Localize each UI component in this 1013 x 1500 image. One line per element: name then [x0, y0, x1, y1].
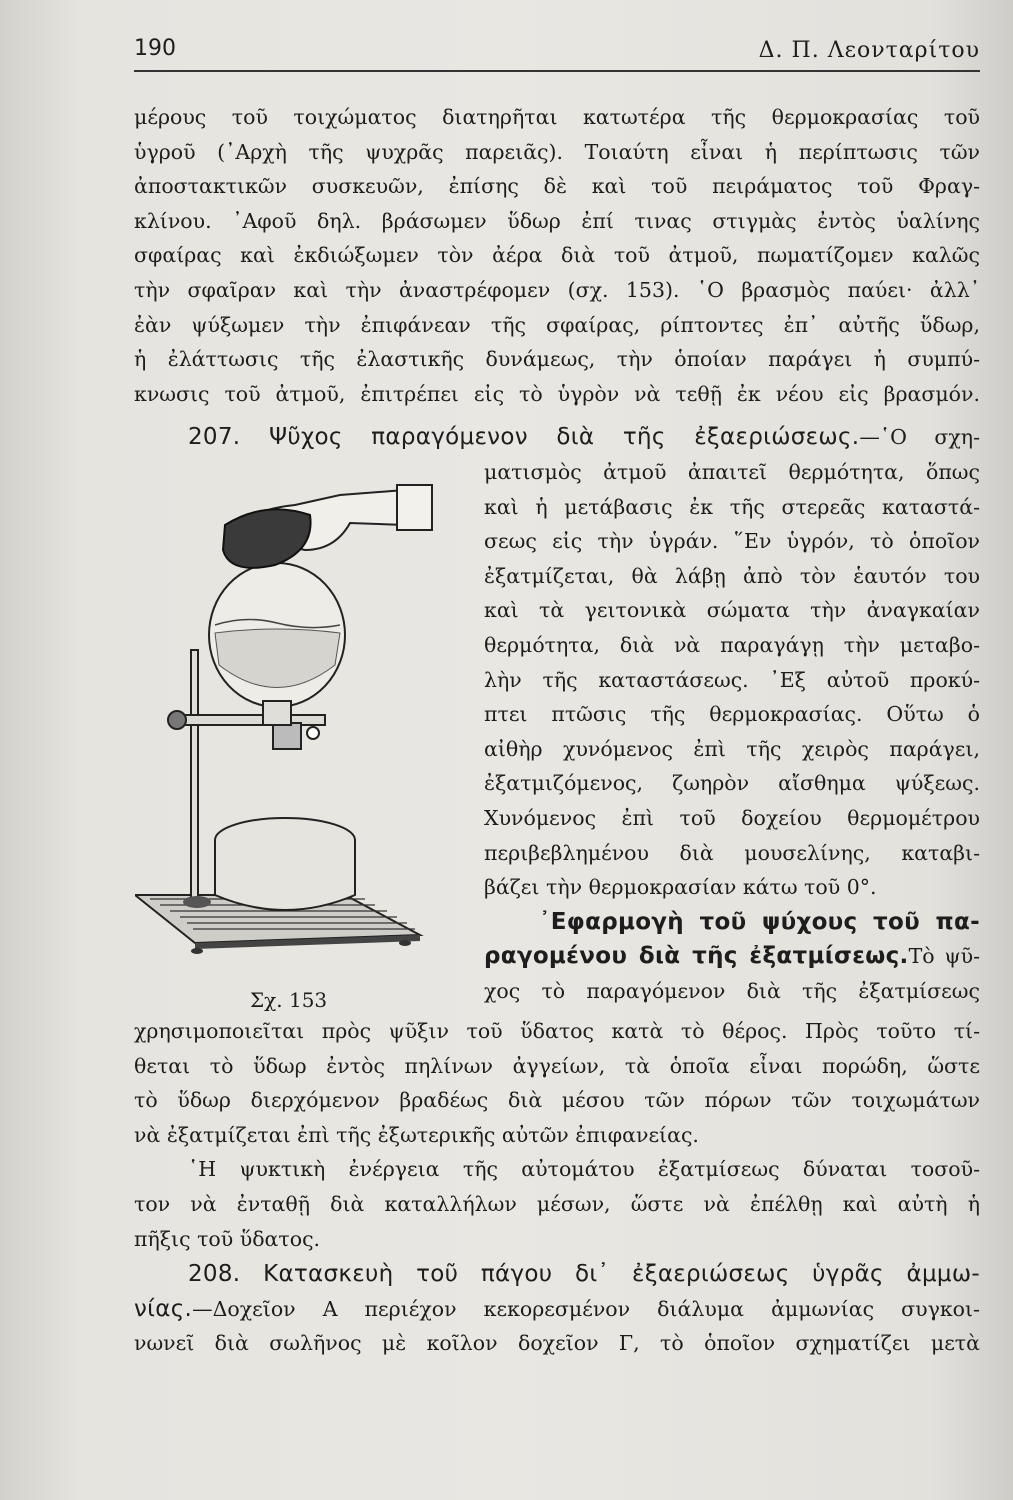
page-header	[134, 36, 980, 72]
text-line: Χυνόμενος ἐπὶ τοῦ δοχείου θερμομέτρου	[484, 805, 980, 830]
text-line: —Δοχεῖον Α περιέχον κεκορεσμένον διάλυμα ἀμμωνίας συγκοι-	[192, 1296, 980, 1321]
franklin-experiment-illustration	[135, 465, 465, 990]
text-line: περιβεβλημένου διὰ μουσελίνης, καταβι-	[484, 840, 980, 865]
text-line: ῾Η ψυκτικὴ ἐνέργεια τῆς αὐτομάτου ἐξατμίσεως δύναται τοσοῦ-	[188, 1157, 980, 1182]
side-column	[484, 455, 980, 1009]
text-line: ματισμὸς ἀτμοῦ ἀπαιτεῖ θερμότητα, ὅπως	[484, 460, 980, 484]
top-paragraph	[134, 100, 980, 411]
section-208	[134, 1257, 980, 1361]
text-line: αἰθὴρ χυνόμενος ἐπὶ τῆς χειρὸς παράγει,	[484, 736, 980, 761]
section-207-continuation	[134, 1014, 980, 1256]
application-heading-cont: ραγομένου διὰ τῆς ἐξατμίσεως.	[484, 943, 909, 970]
figure-caption: Σχ. 153	[250, 988, 328, 1012]
heading-tail-text: —῾Ο σχη-	[859, 425, 980, 449]
section-heading: 208. Κατασκευὴ τοῦ πάγου δι᾿ ἐξαεριώσεως ὑγρᾶς ἀμμω-	[188, 1261, 980, 1287]
text-line: πῆξις τοῦ ὕδατος.	[134, 1226, 321, 1251]
text-line: τὸ ὕδωρ διερχόμενον βραδέως διὰ μέσου τῶν πόρων τῶν τοιχωμάτων	[134, 1088, 980, 1113]
text-line: βάζει τὴν θερμοκρασίαν κάτω τοῦ 0°.	[484, 875, 877, 900]
section-heading-cont: νίας.	[134, 1295, 193, 1322]
text-line: καὶ ἡ μετάβασις ἐκ τῆς στερεᾶς καταστά-	[484, 494, 980, 519]
text-line: σεως εἰς τὴν ὑγράν. ῞Εν ὑγρόν, τὸ ὁποῖον	[484, 529, 980, 554]
text-line: τὴν σφαῖραν καὶ τὴν ἀναστρέφομεν (σχ. 153). ῾Ο βρασμὸς παύει· ἀλλ᾿	[134, 277, 980, 302]
application-heading: ᾿Εφαρμογὴ τοῦ ψύχους τοῦ πα-	[539, 908, 980, 935]
text-line: ἐξατμιζόμενος, ζωηρὸν αἴσθημα ψύξεως.	[484, 771, 980, 796]
text-line: ὑγροῦ (᾿Αρχὴ τῆς ψυχρᾶς παρειᾶς). Τοιαύτη εἶναι ἡ περίπτωσις τῶν	[134, 139, 980, 164]
figure-153	[135, 465, 465, 990]
text-line: λὴν τῆς καταστάσεως. ᾿Εξ αὐτοῦ προκύ-	[484, 667, 980, 692]
text-line: καὶ τὰ γειτονικὰ σώματα τὴν ἀναγκαίαν	[484, 598, 980, 623]
text-line: νὰ ἐξατμίζεται ἐπὶ τῆς ἐξωτερικῆς αὐτῶν ἐπιφανείας.	[134, 1122, 699, 1147]
text-line: ἐξατμίζεται, θὰ λάβῃ ἀπὸ τὸν ἑαυτόν του	[484, 563, 980, 588]
text-line: κλίνου. ᾿Αφοῦ δηλ. βράσωμεν ὕδωρ ἐπί τινας στιγμὰς ἐντὸς ὑαλίνης	[134, 208, 980, 233]
running-head: Δ. Π. Λεονταρίτου	[758, 38, 980, 63]
page-number: 190	[134, 36, 176, 61]
text-line: ἡ ἐλάττωσις τῆς ἐλαστικῆς δυνάμεως, τὴν ὁποίαν παράγει ἡ συμπύ-	[134, 347, 980, 372]
text-line: χος τὸ παραγόμενον διὰ τῆς ἐξατμίσεως	[484, 978, 980, 1003]
text-line: μέρους τοῦ τοιχώματος διατηρῆται κατωτέρα τῆς θερμοκρασίας τοῦ	[134, 105, 980, 129]
text-line: πτει πτῶσις τῆς θερμοκρασίας. Οὕτω ὁ	[484, 702, 980, 727]
text-line: τον νὰ ἐνταθῇ διὰ καταλλήλων μέσων, ὥστε νὰ ἐπέλθῃ καὶ αὐτὴ ἡ	[134, 1191, 980, 1216]
text-line: νωνεῖ διὰ σωλῆνος μὲ κοῖλον δοχεῖον Γ, τὸ ὁποῖον σχηματίζει μετὰ	[134, 1331, 980, 1356]
application-tail: Τὸ ψῦ-	[908, 944, 981, 969]
section-heading: 207. Ψῦχος παραγόμενον διὰ τῆς ἐξαεριώσεως.	[188, 424, 860, 450]
text-line: χρησιμοποιεῖται πρὸς ψῦξιν τοῦ ὕδατος κατὰ τὸ θέρος. Πρὸς τοῦτο τί-	[134, 1019, 980, 1043]
text-line: σφαίρας καὶ ἐκδιώξωμεν τὸν ἀέρα διὰ τοῦ ἀτμοῦ, πωματίζομεν καλῶς	[134, 243, 980, 268]
text-line: ἐὰν ψύξωμεν τὴν ἐπιφάνεαν τῆς σφαίρας, ρίπτοντες ἐπ᾿ αὐτῆς ὕδωρ,	[134, 312, 980, 337]
text-line: ἀποστακτικῶν συσκευῶν, ἐπίσης δὲ καὶ τοῦ πειράματος τοῦ Φραγ-	[134, 174, 980, 199]
section-207-heading-line	[188, 420, 980, 455]
text-line: θεται τὸ ὕδωρ ἐντὸς πηλίνων ἀγγείων, τὰ ὁποῖα εἶναι πορώδη, ὥστε	[134, 1053, 980, 1078]
text-line: κνωσις τοῦ ἀτμοῦ, ἐπιτρέπει εἰς τὸ ὑγρὸν νὰ τεθῇ ἐκ νέου εἰς βρασμόν.	[134, 381, 980, 406]
text-line: θερμότητα, διὰ νὰ παραγάγῃ τὴν μεταβο-	[484, 632, 980, 657]
